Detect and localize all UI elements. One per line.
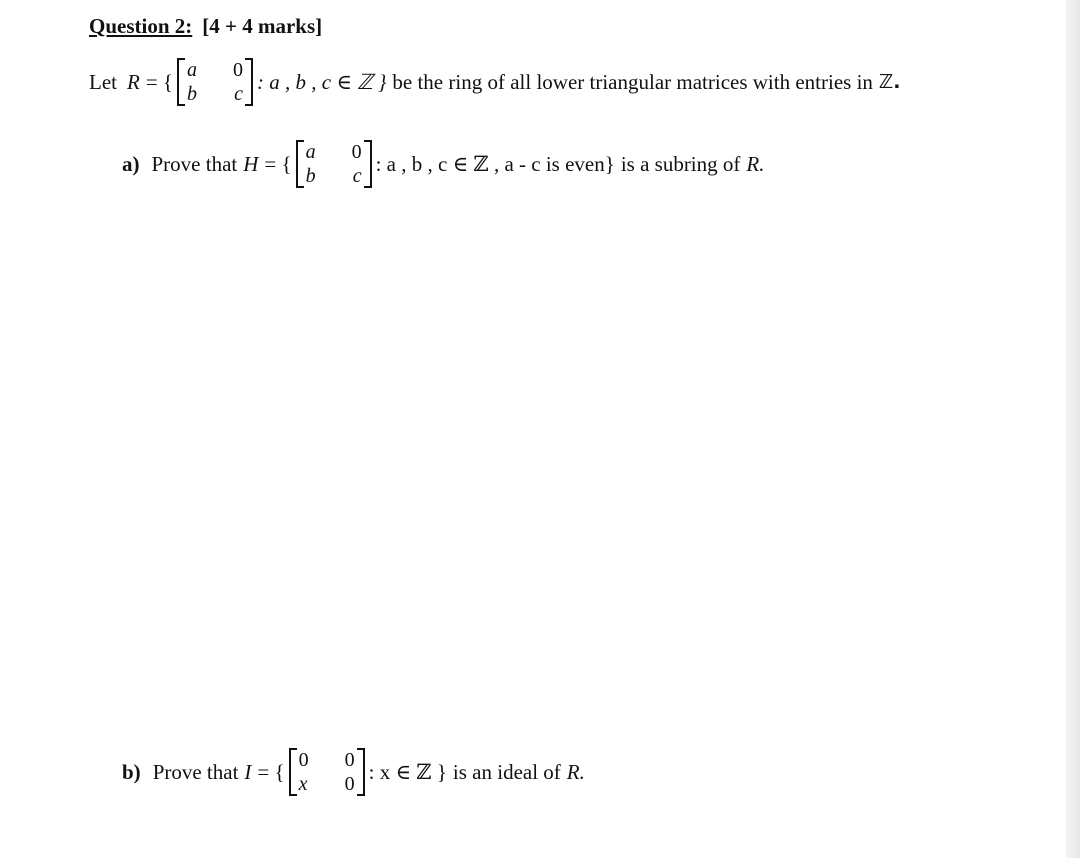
intro-condition: : a , b , c ∈ ℤ } [257, 69, 387, 94]
matrix-entry-b: b [187, 83, 197, 105]
intro-set-symbol: R [126, 69, 140, 94]
part-b-matrix [289, 748, 365, 796]
intro-prefix: Let [89, 69, 117, 94]
part-b-ring: R. [566, 759, 585, 784]
intro-matrix [177, 58, 253, 106]
matrix-entry-x: x [298, 773, 308, 795]
matrix-entry-c: c [234, 83, 243, 105]
question-heading [89, 14, 322, 39]
matrix-entry-bottom-right: 0 [344, 773, 355, 795]
part-a-text: Prove that [151, 151, 238, 176]
matrix-entry-c: c [352, 165, 362, 187]
matrix-entry-top-left: 0 [298, 749, 309, 771]
question-number: Question 2: [89, 14, 193, 38]
part-b-condition: : x ∈ ℤ } [368, 759, 447, 784]
part-a-equals: = { [264, 151, 292, 176]
part-a-matrix [296, 140, 372, 188]
part-a-ring: R. [746, 151, 765, 176]
part-a-condition: : a , b , c ∈ ℤ , a - c is even} [375, 151, 615, 176]
part-b-set-symbol: I [244, 759, 252, 784]
part-a-label: a) [122, 151, 140, 176]
matrix-entry-a: a [187, 59, 197, 81]
intro-integers: ℤ. [878, 71, 901, 93]
matrix-entry-zero: 0 [351, 141, 362, 163]
part-a [122, 140, 764, 188]
matrix-entry-a: a [305, 141, 316, 163]
matrix-entry-zero: 0 [233, 59, 243, 81]
intro-suffix: be the ring of all lower triangular matrices with entries in [392, 69, 873, 94]
part-b-suffix: is an ideal of [452, 759, 561, 784]
intro-equals: = { [145, 69, 173, 94]
page-edge [1066, 0, 1080, 858]
question-marks: [4 + 4 marks] [202, 14, 323, 38]
part-b [122, 748, 585, 796]
part-a-suffix: is a subring of [620, 151, 741, 176]
matrix-entry-zero: 0 [344, 749, 355, 771]
part-a-set-symbol: H [243, 151, 259, 176]
part-b-equals: = { [257, 759, 285, 784]
part-b-text: Prove that [152, 759, 239, 784]
part-b-label: b) [122, 759, 141, 784]
intro-statement [89, 58, 900, 106]
matrix-entry-b: b [305, 165, 316, 187]
